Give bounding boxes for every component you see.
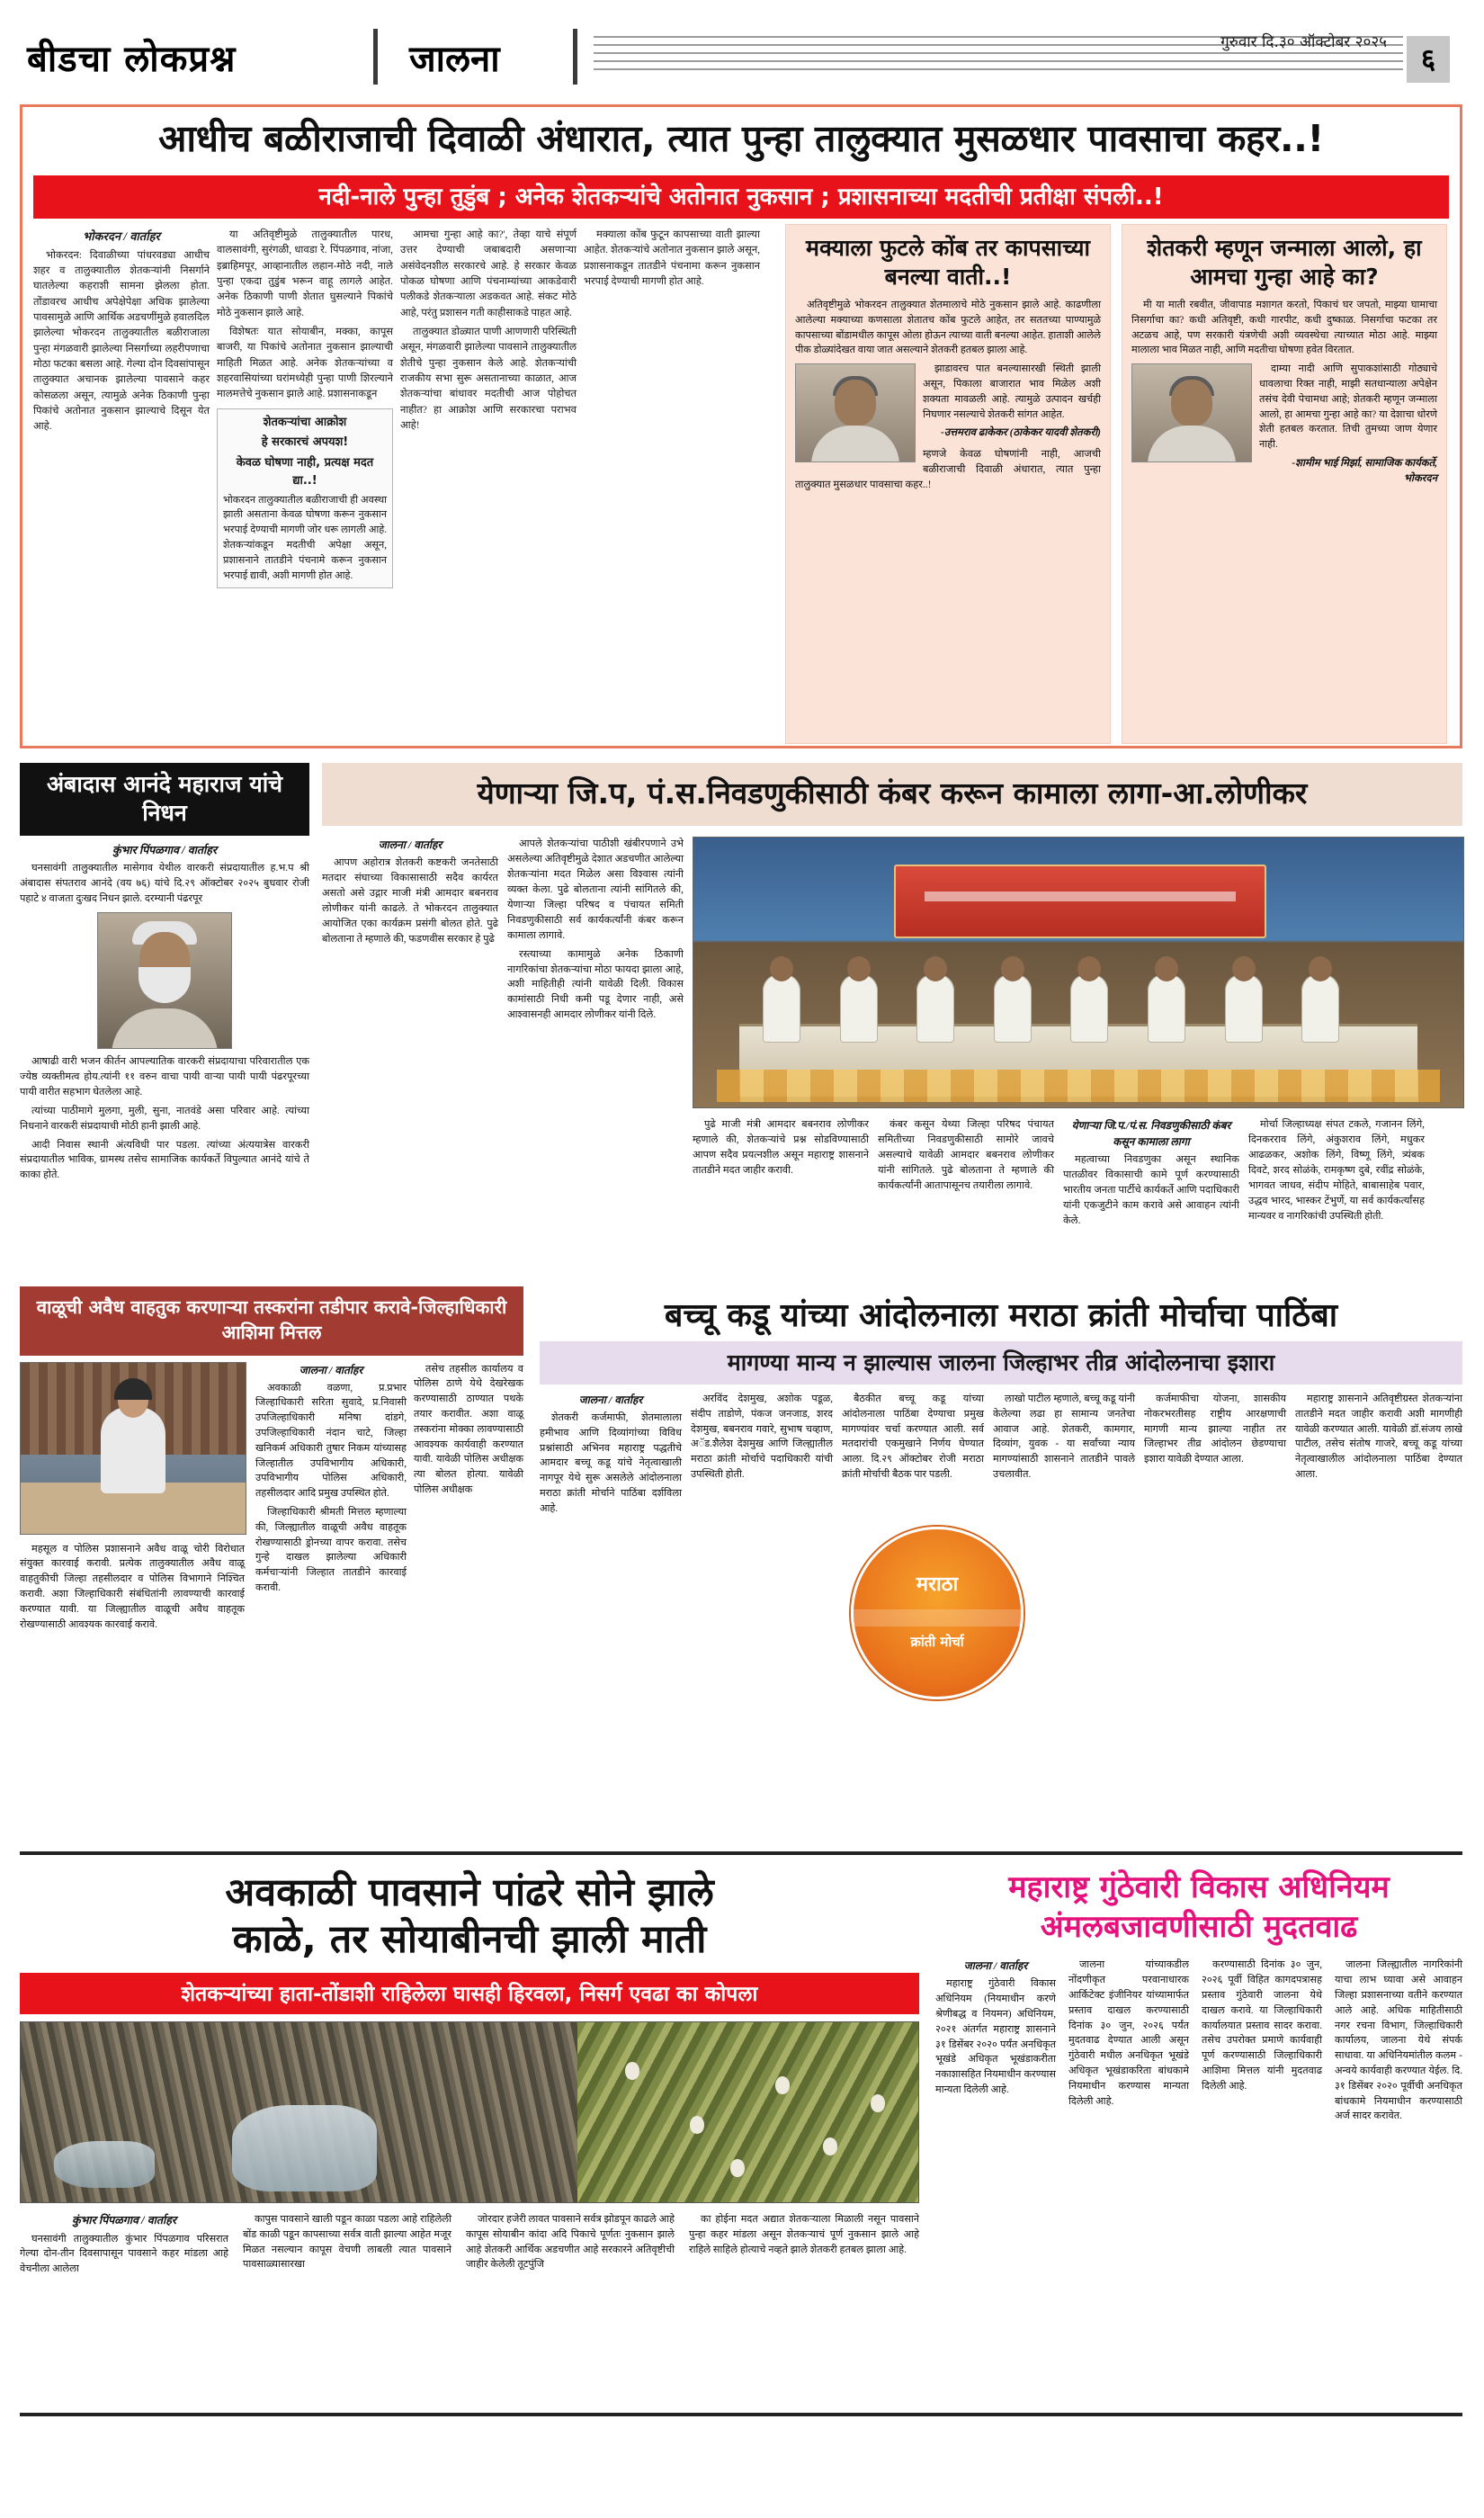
obituary-paragraph: घनसावंगी तालुक्यातील मासेगाव येथील वारकरी संप्रदायातील ह.भ.प श्री अंबादास संपतराव आनंदे (वय ७६) यांचे दि.२९ ऑक्टोबर २०२५ बुधवार रोजी पहाटे ४ वाजता दुःखद निधन झाले. दरम्यानी पंढरपूर	[20, 863, 309, 904]
mkm-columns	[540, 1392, 1462, 1841]
soybean-subheadline: शेतकऱ्यांच्या हाता-तोंडाशी राहिलेला घासही हिरवला, निसर्ग एवढा का कोपला	[20, 1973, 919, 2014]
sand-paragraph: अवकाळी वळणा, प्र.प्रभार जिल्हाधिकारी सरिता सुवादे, प्र.निवासी उपजिल्हाधिकारी मनिषा दांडगे, उपजिल्हाधिकारी नंदान चाटे, जिल्हा खनिकर्म अधिकारी तुषार निकम यांच्यासह जिल्हातील उपविभागीय अधिकारी, उपविभागीय पोलिस अधिकारी, तहसीलदार आदि प्रमुख उपस्थित होते.	[255, 1382, 407, 1500]
soybean-photo-pair	[20, 2021, 919, 2203]
logo-top-text: मराठा	[916, 1573, 959, 1596]
cotton-boll-photo	[577, 2022, 918, 2202]
sidebar-paragraph: मी या माती रबवीत, जीवापाड मशागत करतो, पिकाचं घर जपतो, माझ्या घामाचा निसर्गाचा का? कधी अतिवृष्टी, कधी गारपीट, कधी दुष्काळ. निसर्गाचा फटका तर अटळच आहे, पण सरकारी यंत्रणेची अशी व्यवस्थेचा त्याच्यात मोठा आहे. माझ्या मालाला भाव मिळत नाही, आणि मदतीचा घोषणा हवेत विरतात.	[1131, 300, 1437, 356]
zp-paragraph: कंबर कसून येथ्या जिल्हा परिषद पंचायत समितीच्या निवडणुकीसाठी सामोरे जावचे असल्याचे यावेळी आमदार बबनराव लोणीकर यांनी सांगितले. पुढे बोलताना ते म्हणाले की कार्यकर्त्यांनी आतापासूनच तयारीला लागावे.	[878, 1119, 1054, 1191]
soybean-paragraph: का होईना मदत अद्यात शेतकऱ्याला मिळाली नसून पावसाने पुन्हा कहर मांडला असून शेतकऱ्याचं पूर्ण नुकसान झाले आहे राहिले साहिले होत्याचे नव्हते झाले शेतकरी हतबल झाला आहे.	[689, 2213, 919, 2255]
mkm-paragraph: लाखो पाटील म्हणाले, बच्चू कडू यांनी केलेल्या लढा हा सामान्य जनतेचा आवाज आहे. शेतकरी, कामगार, दिव्यांग, युवक - या सर्वांच्या न्याय मागण्यांसाठी शासनाने तातडीने पावले उचलावीत.	[993, 1393, 1135, 1480]
lead-column-2	[217, 228, 393, 737]
mkm-paragraph: शेतकरी कर्जमाफी, शेतमालाला हमीभाव आणि दिव्यांगांच्या विविध प्रश्नांसाठी अभिनव महाराष्ट्र पद्धतीचे आमदार बच्चू कडू यांचे नेतृत्वाखाली नागपूर येथे सुरू असलेले आंदोलनाला मराठा क्रांती मोर्चाने पाठिंबा दर्शविला आहे.	[540, 1412, 682, 1514]
sand-headline: वाळूची अवैध वाहतुक करणाऱ्या तस्करांना तडीपार करावे-जिल्हाधिकारी आशिमा मित्तल	[20, 1286, 523, 1356]
masthead-date: गुरुवार दि.३० ऑक्टोबर २०२५	[1220, 33, 1387, 51]
mkm-headline: बच्चू कडू यांच्या आंदोलनाला मराठा क्रांती मोर्चाचा पाठिंबा	[664, 1297, 1338, 1334]
sidebar-headline: मक्याला फुटले कोंब तर कापसाच्या बनल्या वाती..!	[806, 235, 1090, 290]
zp-columns	[322, 837, 1462, 1268]
soybean-column-3	[466, 2212, 675, 2514]
sand-body	[20, 1362, 523, 1830]
zp-column-1	[322, 837, 498, 1267]
sand-column-1	[255, 1362, 407, 1826]
soybean-paragraph: कापुस पावसाने खाली पडून काळा पडला आहे राहिलेली बोंड काळी पडून कापसाच्या सर्वत्र वाती झाल्या आहेत मजूर मिळत नसल्यान कापूस वेचणी लाबली त्यात पावसाने पावसाळ्यासारखा	[243, 2213, 451, 2271]
zp-paragraph: महत्वाच्या निवडणुका असून स्थानिक पातळीवर विकासाची कामे पूर्ण करण्यासाठी भारतीय जनता पार्टीचे कार्यकर्ते आणि पदाधिकारी यांनी एकजुटीने काम करावे असे आवाहन त्यांनी केले.	[1063, 1154, 1239, 1226]
sidebar-headline: शेतकरी म्हणून जन्माला आलो, हा आमचा गुन्हा आहे का?	[1147, 235, 1422, 290]
mkm-paragraph: महाराष्ट्र शासनाने अतिवृष्टीग्रस्त शेतकऱ्यांना तातडीने मदत जाहीर करावी अशी मागणीही यावेळी करण्यात आली. यावेळी डॉ.संजय लाखे पाटील, तसेच संतोष गाजरे, बच्चू कडू यांच्या नेतृत्वाखालील आंदोलनाला पाठिंबा देण्यात आला.	[1295, 1393, 1462, 1480]
gunthewari-headline-line1: महाराष्ट्र गुंठेवारी विकास अधिनियम	[1008, 1869, 1390, 1905]
obituary-paragraph: त्यांच्या पाठीमागे मुलगा, मुली, सुना, नातवंडे असा परिवार आहे. त्यांच्या निधनाने वारकरी संप्रदायाची मोठी हानी झाली आहे.	[20, 1105, 309, 1132]
mkm-paragraph: कर्जमाफीचा योजना, शासकीय नोकरभरतीसह राष्ट्रीय आरक्षणाची मागणी मान्य झाल्या नाहीत तर जिल्हाभर तीव्र आंदोलन छेडण्याचा इशारा यावेळी देण्यात आला.	[1144, 1393, 1286, 1465]
flooded-field-photo	[21, 2022, 577, 2202]
mkm-column-6	[1295, 1392, 1462, 1840]
logo-bottom-text: क्रांती मोर्चा	[910, 1634, 964, 1651]
collector-photo	[20, 1362, 246, 1535]
zp-headline-band	[322, 763, 1462, 826]
lead-subheadline: नदी-नाले पुन्हा तुडुंब ; अनेक शेतकऱ्यांचे अतोनात नुकसान ; प्रशासनाच्या मदतीची प्रतीक्षा संपली..!	[33, 175, 1449, 219]
zp-election-article	[322, 763, 1462, 1272]
soybean-headline-line2: काळे, तर सोयाबीनची झाली माती	[232, 1917, 707, 1963]
soybean-column-1	[20, 2212, 228, 2514]
soybean-byline: कुंभार पिंपळगाव / वार्ताहर	[71, 2213, 177, 2227]
mkm-paragraph: अरविंद देशमुख, अशोक पडूळ, संदीप ताडोणे, पंकज जनजाड, शरद देशमुख, बबनराव गवारे, सुभाष चव्हाण, अॅड.शैलेश देशमुख आणि जिल्ह्यातील मराठा क्रांती मोर्चाचे पदाधिकारी यांची उपस्थिती होती.	[691, 1393, 833, 1480]
soybean-column-2	[243, 2212, 451, 2514]
obituary-headline: अंबादास आनंदे महाराज यांचे निधन	[20, 763, 309, 836]
gunthewari-paragraph: जालना जिल्ह्यातील नागरिकांनी याचा लाभ घ्यावा असे आवाहन जिल्हा प्रशासनाच्या वतीने करण्यात आले आहे. अधिक माहितीसाठी नगर रचना विभाग, जिल्हाधिकारी कार्यालय, जालना येथे संपर्क साधावा. या अधिनियमांतील कलम - अन्वये कार्यवाही करण्यात येईल. दि. ३१ डिसेंबर २०२० पूर्वीची अनधिकृत बांधकामे नियमाधीन करण्यासाठी अर्ज सादर करावेत.	[1335, 1959, 1462, 2122]
obituary-paragraph: आषाढी वारी भजन कीर्तन आपल्यातिक वारकरी संप्रदायाचा परिवारातील एक ज्येष्ठ व्यक्तीमत्व होय.त्यांनी ११ वरुन वाचा पायी वाऱ्या पायी पायी पंढरपूरच्या पायी वारीत सहभाग घेतलेला आहे.	[20, 1055, 309, 1098]
zp-column-5	[1063, 1117, 1239, 1267]
zp-event-photo	[693, 837, 1464, 1108]
obituary-byline: कुंभार पिंपळगाव / वार्ताहर	[112, 844, 218, 856]
mkm-column-2	[691, 1392, 833, 1840]
lead-paragraph: विशेषतः यात सोयाबीन, मक्का, कापूस बाजरी, या पिकांचे अतोनात नुकसान झाल्याची माहिती मिळत आहे. अनेक शेतकऱ्यांच्या व शहरवासियांच्या घरांमध्येही पुन्हा पाणी शिरल्याने मालमत्तेचे नुकसान झाले आहे. प्रशासनाकडून	[217, 326, 393, 400]
sand-column-2	[20, 1542, 245, 1826]
obituary-portrait-photo	[97, 912, 232, 1049]
portrait-photo	[795, 363, 916, 462]
pullquote-subtitle-2: केवळ घोषणा नाही, प्रत्यक्ष मदत द्या..!	[236, 456, 374, 488]
lead-column-4	[584, 228, 760, 737]
sidebar-body	[1131, 298, 1437, 487]
sand-byline: जालना / वार्ताहर	[299, 1363, 363, 1376]
lead-pullquote-box	[217, 408, 393, 589]
sand-paragraph: महसूल व पोलिस प्रशासनाने अवैध वाळू चोरी विरोधात संयुक्त कारवाई करावी. प्रत्येक तालुक्यातील अवैध वाळू वाहतुकीची जिल्हा तहसीलदार व पोलिस विभागाने निश्चित करावी. अशा जिल्हाधिकारी संबंधितांनी लावण्याची कारवाई करण्यात यावी. या जिल्ह्यातील वाळूची अवैध वाहतूक रोखण्यासाठी आवश्यक कारवाई करावे.	[20, 1543, 245, 1630]
soybean-headline-line1: अवकाळी पावसाने पांढरे सोने झाले	[225, 1870, 714, 1915]
gunthewari-columns	[935, 1958, 1462, 2443]
obituary-body	[20, 861, 309, 1183]
zp-paragraph: आपण अहोरात्र शेतकरी कष्टकरी जनतेसाठी मतदार संघाच्या विकासासाठी सदैव कार्यरत असतो असे उद्गार माजी मंत्री आमदार बबनराव लोणीकर यांनी काढले. ते भोकरदन तालुक्यात आयोजित एका कार्यक्रम प्रसंगी बोलत होते. पुढे बोलताना ते म्हणाले की, फडणवीस सरकार हे पुढे	[322, 857, 498, 945]
zp-column-6	[1248, 1117, 1425, 1267]
row-three	[20, 1286, 1462, 1835]
sand-column-3	[414, 1362, 523, 1826]
sidebar-body	[795, 298, 1101, 493]
portrait-photo	[1131, 363, 1252, 462]
sidebar-paragraph: अतिवृष्टीमुळे भोकरदन तालुक्यात शेतमालाचे मोठे नुकसान झाले आहे. काढणीला आलेल्या मक्याच्या कणसाला शेतातच कोंब फुटले आहेत, तर सततच्या पाण्यामुळे कापसाच्या बोंडामधील कापूस ओला होऊन त्याच्या वाती बनल्या आहेत. हाताशी आलेले पीक डोळ्यांदेखत वाया जात असल्याने शेतकरी हतबल झाला आहे.	[795, 300, 1101, 356]
sand-smuggling-article	[20, 1286, 523, 1832]
maratha-kranti-morcha-logo-icon	[851, 1527, 1024, 1699]
gunthewari-headline	[935, 1864, 1462, 1954]
sidebar-paragraph: दाम्या नादी आणि सुपाकशांसाठी गोठ्याचे धावलाचा रिक्त नाही, माझी सतधान्याला अपेक्षेन तसंच देवी पेचामधा आहे; शेतकरी म्हणून जन्माला आलो, हा आमचा गुन्हा आहे का? या देशाचा धोरणे शेती हतबल करतात. तिची तुमच्या जाण येणार नाही.	[1259, 363, 1437, 451]
soybean-columns	[20, 2212, 919, 2518]
lead-article-box	[20, 104, 1462, 748]
masthead-city: जालना	[409, 39, 500, 80]
sand-paragraph: तसेच तहसील कार्यालय व पोलिस ठाणे येथे देखरेखक करण्यासाठी ठाण्यात पथके तयार करावीत. अशा वाळू तस्करांना मोक्का लावण्यासाठी आवश्यक कार्यवाही करण्यात यावी. यावेळी पोलिस अधीक्षक त्या बोलत होत्या. यावेळी पोलिस अधीक्षक	[414, 1363, 523, 1495]
gunthewari-column-4	[1335, 1958, 1462, 2440]
lead-paragraph: तालुक्यात डोळ्यात पाणी आणणारी परिस्थिती असून, मंगळवारी झालेल्या पावसाने तालुक्यातील शेतीचे पुन्हा नुकसान केले आहे. शेतकऱ्यांची राजकीय सभा सुरू असतानाच्या काळात, आज शेतकऱ्यांचा बांधावर मदतीची आज पोहोचत नाहीत? हा आक्रोश आणि सरकारचा पराभव आहे!	[400, 326, 577, 431]
soybean-paragraph: घनसावंगी तालुक्यातील कुंभार पिंपळगाव परिसरात गेल्या दोन-तीन दिवसापासून पावसाने कहर मांडला आहे वेचनीला आलेला	[20, 2233, 228, 2275]
lead-paragraph: भोकरदन: दिवाळीच्या पांधरवड्या आधीच शहर व तालुक्यातील शेतकऱ्यांनी निसर्गाने घातलेल्या कहराशी सामना झेलला होता. तोंडावरच आधीच अपेक्षेपेक्षा अधिक झालेल्या पावसामुळे आणि आर्थिक अडचणींमुळे हवालदिल झालेल्या भोकरदन तालुक्यातील बळीराजाला पुन्हा मंगळवारी झालेल्या निसर्गाच्या लहरीपणाचा मोठा फटका बसला आहे. गेल्या दोन दिवसांपासून तालुक्यात अचानक झालेल्या पावसाने कहर कोसळला असून, त्यामुळे अनेक ठिकाणी पुन्हा पिकांचे अतोनात नुकसान झाल्याचे दिसून येत आहे.	[33, 249, 210, 433]
zp-byline: जालना / वार्ताहर	[378, 838, 443, 851]
gunthewari-paragraph: करण्यासाठी दिनांक ३० जुन, २०२६ पूर्वी विहित कागदपत्रासह प्रस्ताव गुंठेवारी जालना येथे दाखल करावे. या जिल्हाधिकारी कार्यालयात प्रस्ताव सादर करावा. तसेच उपरोक्त प्रमाणे कार्यवाही पूर्ण करण्यासाठी जिल्हाधिकारी आशिमा मित्तल यांनी मुदतवाढ दिलेली आहे.	[1202, 1959, 1322, 2092]
lead-column-1	[33, 228, 210, 737]
zp-headline: येणाऱ्या जि.प, पं.स.निवडणुकीसाठी कंबर करून कामाला लागा-आ.लोणीकर	[477, 775, 1308, 811]
obituary-article	[20, 763, 309, 1272]
soybean-damage-article	[20, 1864, 919, 2404]
mkm-column-1	[540, 1392, 682, 1840]
gunthewari-column-1	[935, 1958, 1056, 2440]
mkm-paragraph: बैठकीत बच्चू कडू यांच्या आंदोलनाला पाठिंबा देण्याचा प्रमुख मागण्यांवर चर्चा करण्यात आली. सर्व मतदारांची एकमुखाने निर्णय घेण्यात आला. दि.२९ ऑक्टोबर रोजी मराठा क्रांती मोर्चाची बैठक पार पडली.	[842, 1393, 984, 1480]
masthead-title: बीडचा लोकप्रश्न	[27, 39, 237, 80]
pullquote-title: शेतकऱ्यांचा आक्रोश	[263, 415, 347, 429]
mkm-subheadline: मागण्या मान्य न झाल्यास जालना जिल्हाभर तीव्र आंदोलनाचा इशारा	[540, 1341, 1462, 1384]
pullquote-subtitle: हे सरकारचं अपयश!	[261, 435, 349, 450]
gunthewari-paragraph: महाराष्ट्र गुंठेवारी विकास अधिनियम (नियमाधीन करणे श्रेणीबद्ध व नियमन) अधिनियम, २०२१ अंतर्गत महाराष्ट्र शासनाने ३१ डिसेंबर २०२० पर्यंत अनधिकृत भूखंडे अधिकृत भूखंडाकरीता नकाशासहित नियमाधीन करण्यास मान्यता दिलेली आहे.	[935, 1978, 1056, 2095]
bottom-rule	[20, 2413, 1462, 2416]
zp-photo-caption: येणाऱ्या जि.प./पं.स. निवडणुकीसाठी कंबर कसून कामाला लागा	[1071, 1119, 1231, 1148]
gunthewari-paragraph: जालना यांच्याकडील नोंदणीकृत परवानाधारक आर्किटेक्ट इंजीनियर यांच्यामार्फत प्रस्ताव दाखल करण्यासाठी दिनांक ३० जुन, २०२६ पर्यंत मुदतवाढ देण्यात आली असून गुंठेवारी मधील अनधिकृत भूखंडे अधिकृत भूखंडाकरिता बांधकामे नियमाधीन करण्यास मान्यता दिलेली आहे.	[1068, 1959, 1189, 2107]
lead-sidebar-makyala	[785, 224, 1111, 744]
soybean-column-4	[689, 2212, 919, 2514]
lead-body-columns	[31, 228, 778, 740]
page-number-badge: ६	[1407, 36, 1450, 83]
zp-paragraph: रस्त्याच्या कामामुळे अनेक ठिकाणी नागरिकांचा शेतकऱ्यांचा मोठा फायदा झाला आहे, अशी माहितीही त्यांनी यावेळी दिली. विकास कामांसाठी निधी कमी पडू देणार नाही, असे आश्वासनही आमदार लोणीकर यांनी दिले.	[507, 948, 684, 1021]
masthead-divider-1	[373, 29, 378, 85]
sidebar-credit: -शामीम भाई मिर्झा, सामाजिक कार्यकर्ते, भोकरदन	[1292, 457, 1437, 485]
lead-paragraph: मक्याला कोंब फुटून कापसाच्या वाती झाल्या आहेत. शेतकऱ्यांचे अतोनात नुकसान झाले असून, प्रशासनाकडून तातडीने पंचनामा करून नुकसान भरपाई देण्याची मागणी होत आहे.	[584, 229, 760, 287]
gunthewari-byline: जालना / वार्ताहर	[963, 1959, 1028, 1973]
sand-paragraph: जिल्हाधिकारी श्रीमती मित्तल म्हणाल्या की, जिल्ह्यातील वाळूची अवैध वाहतूक रोखण्यासाठी ड्रोनच्या वापर करावा. तसेच गुन्हे दाखल झालेल्या अधिकारी कर्मचाऱ्यांनी जिल्हात तातडीने कारवाई करावी.	[255, 1506, 407, 1593]
gunthewari-column-3	[1202, 1958, 1322, 2440]
gunthewari-article	[935, 1864, 1462, 2404]
lead-sidebar-shetkari	[1122, 224, 1447, 744]
masthead-divider-2	[573, 29, 577, 85]
soybean-headline	[20, 1864, 919, 1967]
lead-paragraph: या अतिवृष्टीमुळे तालुक्यातील पारध, वालसावंगी, सुरंगळी, धावडा रे. पिंपळगाव, नांजा, इब्राहिमपूर, आव्हानातील लहान-मोठे नदी, नाले पुन्हा एकदा तुडुंब भरून वाहू लागले आहेत. अनेक ठिकाणी पाणी शेतात घुसल्याने पिकांचे मोठे नुकसान झाले आहे.	[217, 229, 393, 318]
mkm-column-5	[1144, 1392, 1286, 1840]
lead-headline: आधीच बळीराजाची दिवाळी अंधारात, त्यात पुन्हा तालुक्यात मुसळधार पावसाचा कहर..!	[158, 117, 1324, 160]
sidebar-credit: -उत्तमराव ढाकेकर (ठाकेकर यादवी शेतकरी)	[941, 427, 1101, 439]
soybean-paragraph: जोरदार हजेरी लावत पावसाने सर्वत्र झोडपून काढले आहे कापूस सोयाबीन कांदा अदि पिकाचे पूर्णतः नुकसान झाले आहे शेतकरी आर्थिक अडचणीत आहे सरकारने अतिवृष्टीची जाहीर केलेली तूटपुंजि	[466, 2213, 675, 2271]
pullquote-text: भोकरदन तालुक्यातील बळीराजाची ही अवस्था झाली असताना केवळ घोषणा करून नुकसान भरपाई देण्याची मागणी जोर धरू लागली आहे. शेतकऱ्यांकडून मदतीची अपेक्षा असून, प्रशासनाने तातडीने पंचनामे करून नुकसान भरपाई द्यावी, अशी मागणी होत आहे.	[223, 494, 387, 581]
zp-column-4	[878, 1117, 1054, 1267]
row-four	[20, 1851, 1462, 2416]
obituary-paragraph: आदी निवास स्थानी अंत्यविधी पार पडला. त्यांच्या अंत्ययात्रेस वारकरी संप्रदायातील भाविक, ग्रामस्थ तसेच सामाजिक कार्यकर्ते विपुल्यात आनंदे यांचे ते काका होते.	[20, 1139, 309, 1181]
mkm-byline: जालना / वार्ताहर	[578, 1393, 643, 1406]
gunthewari-column-2	[1068, 1958, 1189, 2440]
zp-paragraph: आपले शेतकऱ्यांचा पाठीशी खंबीरपणाने उभे असलेल्या अतिवृष्टीमुळे देशात अडचणीत आलेल्या शेतकऱ्यांना मदत मिळेल असा विश्वास त्यांनी व्यक्त केला. पुढे बोलताना त्यांनी सांगितले की, येणाऱ्या जिल्हा परिषद व पंचायत समिती निवडणुकीसाठी सर्व कार्यकर्त्यांनी कंबर करून कामाला लागावे.	[507, 838, 684, 941]
zp-column-2	[507, 837, 684, 1267]
gunthewari-headline-line2: अंमलबजावणीसाठी मुदतवाढ	[1040, 1909, 1358, 1946]
zp-paragraph: मोर्चा जिल्हाध्यक्ष संपत टकले, गजानन लिंगे, दिनकरराव लिंगे, अंकुशराव लिंगे, मधुकर आढळकर, अशोक लिंगे, विष्णू लिंगे, त्र्यंबक दिवटे, शरद सोळंके, रामकृष्ण दुबे, रवींद्र सोळंके, भागवत जाधव, संदीप मोहिते, बाबासाहेब पवार, उद्धव भारद, भास्कर टेंभुर्णे, या सर्व कार्यकर्त्यांसह मान्यवर व नागरिकांची उपस्थिती होती.	[1248, 1119, 1425, 1222]
zp-column-3	[693, 1117, 869, 1267]
lead-column-3	[400, 228, 577, 737]
row-two	[20, 763, 1462, 1276]
maratha-kranti-morcha-article	[540, 1286, 1462, 1832]
zp-paragraph: पुढे माजी मंत्री आमदार बबनराव लोणीकर म्हणाले की, शेतकऱ्यांचे प्रश्न सोडविण्यासाठी आपण सदैव प्रयत्नशील असून महाराष्ट्र शासनाने तातडीने मदत जाहीर करावी.	[693, 1119, 869, 1176]
lead-paragraph: आमचा गुन्हा आहे का?', तेव्हा याचे संपूर्ण उत्तर देण्याची जबाबदारी असणाऱ्या असंवेदनशील सरकारचे आहे. हे सरकार केवळ पोकळ घोषणा आणि पंचनाम्यांच्या आकडेवारी पलीकडे शेतकऱ्याला अडकवत आहे. संकट मोठे आहे, परंतु प्रशासन गती काहीसाकडे पाहत आहे.	[400, 229, 577, 318]
sidebar-paragraph: झाडावरच पात बनल्यासारखी स्थिती झाली असून, पिकाला बाजारात भाव मिळेल अशी शक्यता मावळली आहे. त्यामुळे उत्पादन खर्चही निघणार नसल्याचे शेतकरी सांगत आहेत.	[923, 363, 1101, 420]
masthead	[0, 25, 1484, 97]
lead-byline: भोकरदन / वार्ताहर	[83, 229, 160, 243]
sidebar-kicker: म्हणजे केवळ घोषणांनी नाही, आजची बळीराजाची दिवाळी अंधारात, त्यात पुन्हा तालुक्यात मुसळधार पावसाचा कहर..!	[795, 448, 1101, 490]
